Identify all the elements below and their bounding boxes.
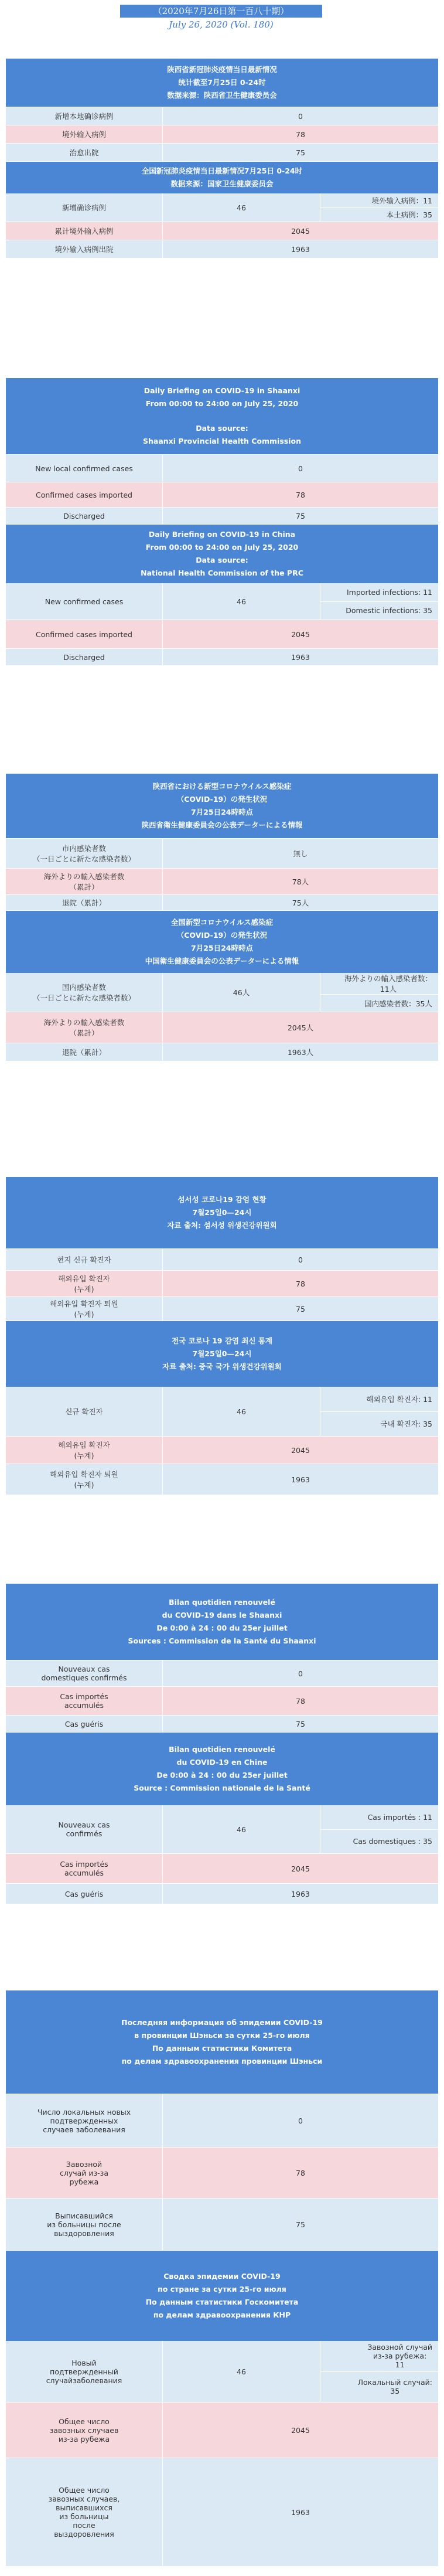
national-header xyxy=(6,910,438,973)
national-confirmed-row xyxy=(6,193,438,222)
national-confirmed-row xyxy=(6,1387,438,1436)
issue-header xyxy=(120,5,322,32)
row-label: New local confirmed cases xyxy=(6,455,163,482)
domestic-cases: Cas domestiques : 35 xyxy=(320,1829,438,1854)
row-label: 海外よりの輸入感染者数 （累計） xyxy=(6,1012,163,1043)
row-value: 1963 xyxy=(291,652,310,662)
national-confirmed-row xyxy=(6,2341,438,2402)
national-title-line: du COVID-19 en Chine xyxy=(176,1758,268,1767)
row-label: 累计境外输入病例 xyxy=(6,222,163,240)
row-value: 78 xyxy=(296,1279,305,1288)
national-title-line: De 0:00 à 24 : 00 du 25er juillet xyxy=(156,1771,288,1779)
provincial-title-line: в провинции Шэньси за сутки 25-го июля xyxy=(134,2031,310,2040)
national-title-line: по стране за сутки 25-го июля xyxy=(158,2285,286,2293)
confirmed-breakdown xyxy=(320,1387,438,1436)
row-value: 2045 xyxy=(291,1864,310,1873)
national-title-line: По данным статистики Госкомитета xyxy=(145,2298,299,2306)
national-row xyxy=(6,620,438,648)
row-value: 0 xyxy=(298,2116,303,2125)
row-value: 78人 xyxy=(292,877,309,886)
provincial-header xyxy=(6,59,438,107)
imported-cases: 해외유입 확진자: 11 xyxy=(366,1394,432,1404)
row-value: 46人 xyxy=(163,973,320,1012)
provincial-row xyxy=(6,143,438,161)
domestic-cases: Domestic infections: 35 xyxy=(320,601,438,620)
row-label: Выписавшийся из больницы после выздоровления xyxy=(6,2199,163,2250)
row-label: 新增确诊病例 xyxy=(6,193,163,222)
row-label: 市内感染者数 （一日ごとに新たな感染者数） xyxy=(6,839,163,868)
provincial-title-line: Daily Briefing on COVID-19 in Shaanxi xyxy=(144,386,300,395)
provincial-row xyxy=(6,1686,438,1715)
national-header xyxy=(6,524,438,583)
national-title-line: Сводка эпидемии COVID-19 xyxy=(163,2272,281,2281)
row-value: 75人 xyxy=(292,899,309,907)
national-title-line: 7月25日24時時点 xyxy=(191,944,253,952)
national-row xyxy=(6,1012,438,1043)
row-label: Discharged xyxy=(6,649,163,665)
national-title-line: по делам здравоохранения КНР xyxy=(153,2310,291,2319)
provincial-title-line: （COVID-19）の発生状況 xyxy=(176,795,268,804)
provincial-header xyxy=(6,378,438,454)
row-value: 1963 xyxy=(291,2507,310,2517)
row-value: 1963 xyxy=(291,1475,310,1484)
row-label: Число локальных новых подтвержденных случаев заболевания xyxy=(6,2094,163,2147)
provincial-title-line: Data source: xyxy=(196,424,248,433)
national-title-line: 全国新冠肺炎疫情当日最新情况7月25日 0-24时 xyxy=(141,166,303,175)
domestic-cases: 本土病例：35 xyxy=(320,207,438,222)
provincial-title-line: 7月25日24時時点 xyxy=(191,808,253,816)
row-value: 75 xyxy=(296,2220,305,2229)
national-title-line: National Health Commission of the PRC xyxy=(141,569,303,577)
imported-cases: Завозной случай из-за рубежа: 11 xyxy=(367,2343,432,2370)
row-label: 境外输入病例出院 xyxy=(6,240,163,258)
row-value: 46 xyxy=(163,1387,320,1436)
national-title-line: 中国衛生健康委員会の公表データーによる情報 xyxy=(145,957,299,965)
national-header xyxy=(6,1732,438,1805)
national-title-line: 数据来源：国家卫生健康委员会 xyxy=(170,179,274,188)
provincial-title-line: Shaanxi Provincial Health Commission xyxy=(142,437,301,445)
row-value: 75 xyxy=(296,511,305,520)
row-value: 46 xyxy=(163,2341,320,2402)
row-value: 2045 xyxy=(291,1445,310,1455)
row-value: 75 xyxy=(296,1304,305,1313)
domestic-cases: Локальный случай: 35 xyxy=(320,2371,438,2403)
row-label: Cas guéris xyxy=(6,1884,163,1904)
provincial-title-line: De 0:00 à 24 : 00 du 25er juillet xyxy=(156,1624,288,1632)
row-label: 해외유입 확진자 (누계) xyxy=(6,1437,163,1464)
briefing-ja xyxy=(6,774,438,1061)
issue-number-en: July 26, 2020 (Vol. 180) xyxy=(169,19,274,30)
confirmed-breakdown xyxy=(320,193,438,222)
provincial-title-line: 陕西省新冠肺炎疫情当日最新情况 xyxy=(167,65,277,74)
briefing-en xyxy=(6,378,438,665)
row-value: 78 xyxy=(296,2168,305,2177)
national-row xyxy=(6,648,438,665)
national-title-line: 자료 출처: 중국 국가 위생건강위원회 xyxy=(162,1362,282,1371)
provincial-row xyxy=(6,1715,438,1732)
provincial-title-line: 陕西省衛生健康委員会の公表データーによる情報 xyxy=(141,821,303,829)
row-value: 46 xyxy=(163,1805,320,1853)
imported-cases: Cas importés : 11 xyxy=(367,1812,432,1822)
national-row xyxy=(6,1043,438,1061)
national-header xyxy=(6,161,438,193)
provincial-row xyxy=(6,454,438,482)
provincial-title-line: Bilan quotidien renouvelé xyxy=(169,1598,275,1607)
national-row xyxy=(6,240,438,258)
national-title-line: From 00:00 to 24:00 on July 25, 2020 xyxy=(145,543,299,552)
provincial-header xyxy=(6,1177,438,1248)
row-value: 46 xyxy=(163,583,320,620)
national-row xyxy=(6,1883,438,1904)
row-label: 신규 확진자 xyxy=(6,1387,163,1436)
confirmed-breakdown xyxy=(320,973,438,1012)
row-value: 2045 xyxy=(291,629,310,639)
provincial-row xyxy=(6,1660,438,1686)
row-value: 2045人 xyxy=(287,1023,314,1032)
imported-cases: 海外よりの輸入感染者数： 11人 xyxy=(344,974,432,993)
row-value: 78 xyxy=(296,1696,305,1706)
imported-cases: Imported infections: 11 xyxy=(347,587,432,597)
briefing-ko xyxy=(6,1177,438,1495)
row-label: 退院（累計） xyxy=(6,1043,163,1061)
provincial-title-line: 섬서성 코로나19 감염 현황 xyxy=(177,1195,267,1204)
provincial-row xyxy=(6,2094,438,2147)
provincial-row xyxy=(6,125,438,143)
provincial-row xyxy=(6,868,438,894)
provincial-title-line: по делам здравоохранения провинции Шэньси xyxy=(121,2057,323,2065)
row-label: 현지 신규 확진자 xyxy=(6,1249,163,1270)
row-label: Общее число завозных случаев, выписавшихся из больницы после выздоровления xyxy=(6,2458,163,2566)
briefing-cn xyxy=(6,59,438,258)
row-value: 1963 xyxy=(291,1889,310,1898)
national-title-line: Daily Briefing on COVID-19 in China xyxy=(148,530,296,539)
row-value: 1963人 xyxy=(287,1048,314,1057)
national-title-line: Bilan quotidien renouvelé xyxy=(169,1745,275,1754)
row-label: Nouveaux cas domestiques confirmés xyxy=(6,1660,163,1686)
row-value: 0 xyxy=(298,1669,303,1678)
national-confirmed-row xyxy=(6,1805,438,1853)
national-title-line: 全国新型コロナウイルス感染症 xyxy=(170,918,274,927)
briefing-ru xyxy=(6,1990,438,2566)
provincial-title-line: 陕西省における新型コロナウイルス感染症 xyxy=(152,782,292,791)
provincial-row xyxy=(6,482,438,507)
national-row xyxy=(6,1464,438,1495)
national-header xyxy=(6,2250,438,2341)
provincial-title-line: 统计截至7月25日 0-24时 xyxy=(178,78,266,87)
row-value: 78 xyxy=(296,130,305,139)
row-label: Nouveaux cas confirmés xyxy=(6,1805,163,1853)
national-row xyxy=(6,222,438,240)
national-row xyxy=(6,1853,438,1883)
row-value: 2045 xyxy=(291,2425,310,2435)
row-value: 1963 xyxy=(291,244,310,254)
row-label: Discharged xyxy=(6,508,163,524)
row-label: 해외유입 확진자 (누계) xyxy=(6,1271,163,1296)
provincial-title-line: Последняя информация об эпидемии COVID-19 xyxy=(121,2018,323,2027)
row-value: 46 xyxy=(163,193,320,222)
row-label: Confirmed cases imported xyxy=(6,620,163,648)
row-label: 海外よりの輸入感染者数 （累計） xyxy=(6,869,163,894)
row-value: 75 xyxy=(296,1719,305,1728)
row-value: 0 xyxy=(298,111,303,121)
row-label: Завозной случай из-за рубежа xyxy=(6,2148,163,2198)
confirmed-breakdown xyxy=(320,583,438,620)
row-label: 해외유입 확진자 퇴원 (누계) xyxy=(6,1464,163,1495)
imported-cases: 境外输入病例：11 xyxy=(371,196,432,205)
row-label: 新增本地确诊病例 xyxy=(6,107,163,125)
row-label: 해외유입 확진자 퇴원 (누계) xyxy=(6,1297,163,1321)
row-label: 治愈出院 xyxy=(6,144,163,161)
provincial-row xyxy=(6,1248,438,1270)
provincial-title-line: 7월25일0—24시 xyxy=(192,1208,252,1217)
provincial-title-line: From 00:00 to 24:00 on July 25, 2020 xyxy=(145,399,299,408)
provincial-row xyxy=(6,894,438,910)
row-value: 78 xyxy=(296,490,305,499)
provincial-header xyxy=(6,774,438,838)
provincial-row xyxy=(6,838,438,868)
provincial-title-line: 数据来源：陕西省卫生健康委员会 xyxy=(167,91,277,100)
domestic-cases: 国内感染者数：35人 xyxy=(320,994,438,1012)
national-confirmed-row xyxy=(6,583,438,620)
row-label: Cas importés accumulés xyxy=(6,1687,163,1715)
provincial-title-line: 자료 출처: 섬서성 위생건강위원회 xyxy=(167,1221,277,1230)
row-value: 2045 xyxy=(291,226,310,236)
row-label: Новый подтвержденный случайзаболевания xyxy=(6,2341,163,2402)
provincial-row xyxy=(6,507,438,524)
provincial-title-line: По данным статистики Комитета xyxy=(152,2044,292,2053)
national-title-line: 전국 코로나 19 감염 최신 통계 xyxy=(172,1336,272,1345)
national-confirmed-row xyxy=(6,973,438,1012)
provincial-row xyxy=(6,2147,438,2198)
briefing-fr xyxy=(6,1584,438,1904)
row-label: Cas guéris xyxy=(6,1716,163,1732)
row-value: 0 xyxy=(298,464,303,473)
row-value: 0 xyxy=(298,1255,303,1264)
provincial-row xyxy=(6,1270,438,1296)
row-label: Cas importés accumulés xyxy=(6,1854,163,1883)
confirmed-breakdown xyxy=(320,2341,438,2402)
national-title-line: Data source: xyxy=(196,556,248,564)
row-label: 退院（累計） xyxy=(6,895,163,910)
confirmed-breakdown xyxy=(320,1805,438,1853)
provincial-row xyxy=(6,107,438,125)
provincial-title-line: du COVID-19 dans le Shaanxi xyxy=(162,1611,282,1619)
national-row xyxy=(6,2458,438,2566)
row-label: 境外输入病例 xyxy=(6,125,163,143)
national-title-line: 7월25일0—24시 xyxy=(192,1349,252,1358)
row-label: Confirmed cases imported xyxy=(6,482,163,507)
national-title-line: （COVID-19）の発生状況 xyxy=(176,931,268,940)
national-row xyxy=(6,1436,438,1464)
provincial-row xyxy=(6,2198,438,2250)
provincial-header xyxy=(6,1584,438,1660)
row-label: Общее число завозных случаев из-за рубежа xyxy=(6,2403,163,2458)
national-title-line: Source : Commission nationale de la Santé xyxy=(134,1784,310,1792)
issue-number-cn: （2020年7月26日第一百八十期） xyxy=(120,5,322,18)
provincial-row xyxy=(6,1296,438,1321)
row-label: 国内感染者数 （一日ごとに新たな感染者数） xyxy=(6,973,163,1012)
row-label: New confirmed cases xyxy=(6,583,163,620)
national-header xyxy=(6,1321,438,1387)
provincial-header xyxy=(6,1990,438,2094)
provincial-title-line: Sources : Commission de la Santé du Shaanxi xyxy=(128,1636,316,1645)
domestic-cases: 국내 확진자: 35 xyxy=(320,1411,438,1437)
national-row xyxy=(6,2402,438,2458)
row-value: 75 xyxy=(296,148,305,157)
row-value: 無し xyxy=(293,849,308,858)
